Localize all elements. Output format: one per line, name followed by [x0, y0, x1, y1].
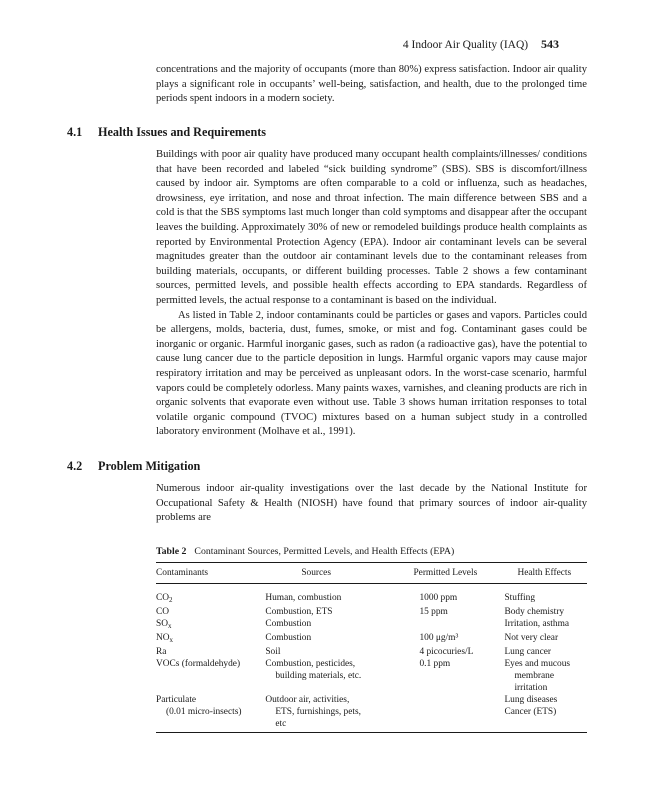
contaminant-cell [156, 646, 265, 658]
sources-line: Human, combustion [265, 593, 342, 603]
contaminant-name: Ra [156, 647, 167, 657]
section-title: Health Issues and Requirements [98, 125, 267, 139]
running-head-chapter: 4 Indoor Air Quality (IAQ) [402, 39, 529, 51]
intro-paragraph: concentrations and the majority of occupants (more than 80%) express satisfaction. Indoor air quality plays a significant role in occupants’ well-being, satisfaction, and health, due to the prolonged time periods spent indoors in a modern society. [156, 64, 587, 105]
sources-cell [265, 606, 410, 618]
contaminant-cell [156, 658, 265, 694]
effects-line: Stuffing [504, 593, 536, 603]
effects-cell [504, 658, 587, 694]
contaminant-name: CO [156, 607, 170, 617]
table-header-row [156, 563, 587, 584]
sources-line: Soil [265, 647, 281, 657]
effects-line: Body chemistry [504, 607, 565, 617]
contaminant-cell [156, 584, 265, 607]
body-paragraph: As listed in Table 2, indoor contaminants could be particles or gases and vapors. Particles could be allergens, molds, bacteria, dust, fumes, smoke, or mist and fog. Contaminant gases could be inorganic or organic. Harmful inorganic gases, such as radon (a radioactive gas), have the potential to cause lung cancer due to the particle deposition in lungs. Harmful organic vapors may cause major respiratory irritation and may be perceived as unpleasant odors. In the worst-case scenario, harmful vapors could be completely odorless. Many paints waxes, varnishes, and cleaning products are rich in organic solvents that evaporate even without use. Table 3 shows human irritation responses to total volatile organic compound (TVOC) mixtures based on a human subject study in a controlled laboratory environment (Molhave et al., 1991). [156, 309, 587, 438]
section-title: Problem Mitigation [98, 459, 201, 473]
effects-line: Lung diseases [504, 695, 558, 705]
body-paragraph: Numerous indoor air-quality investigations over the last decade by the National Institute for Occupational Safety & Health (NIOSH) have found that primary sources of indoor air-quality problems are [156, 483, 587, 524]
effects-line: Cancer (ETS) [504, 707, 557, 717]
running-head [403, 37, 559, 52]
table-caption-text: Contaminant Sources, Permitted Levels, and Health Effects (EPA) [194, 546, 455, 557]
contaminant-cell [156, 618, 265, 632]
table-caption [156, 546, 454, 557]
table-row [156, 606, 587, 618]
section-number: 4.2 [67, 459, 83, 473]
table-row [156, 618, 587, 632]
sources-line: ETS, furnishings, pets, [275, 707, 361, 717]
section-heading-4-1 [67, 125, 266, 140]
column-header: Sources [265, 563, 410, 584]
table-label: Table 2 [156, 546, 187, 557]
contaminant-name: Particulate [156, 695, 197, 705]
table-row [156, 694, 587, 733]
level-cell [410, 618, 504, 632]
table-row [156, 646, 587, 658]
contaminant-name: SO [156, 619, 168, 629]
contaminant-subscript: x [167, 622, 172, 630]
body-paragraph: Buildings with poor air quality have produced many occupant health complaints/illnesses/ conditions that have been recorded and labeled “sick building syndrome” (SBS). SBS is discomfort/illness caused by indoor air. Symptoms are often comparable to a cold or influenza, such as headaches, drowsiness, eye irritation, and nose and throat infection. The main difference between SBS and a cold is that the SBS symptoms last much longer than cold symptoms and disappear after the occupant leaves the building. Approximately 30% of new or remodeled buildings produce health complaints as reported by Environmental Protection Agency (EPA). Indoor air contaminant levels can be several magnitudes greater than the outdoor air contaminant levels due to the contaminant releases from building materials, occupants, or different building processes. Table 2 shows a few contaminant sources, permitted levels, and possible health effects according to EPA standards. Regardless of permitted levels, the actual response to a contaminant is based on the individual. [156, 149, 587, 306]
effects-line: Lung cancer [504, 647, 552, 657]
level-cell: 4 picocuries/L [419, 647, 474, 657]
table-row [156, 632, 587, 646]
sources-line: Combustion [265, 619, 312, 629]
contaminant-name: NO [156, 633, 170, 643]
effects-cell [504, 584, 587, 607]
contaminant-subscript: x [169, 636, 174, 644]
effects-line: Not very clear [504, 633, 559, 643]
sources-cell [265, 694, 410, 733]
level-cell: 15 ppm [419, 607, 448, 617]
sources-cell [265, 584, 410, 607]
table-row [156, 584, 587, 607]
sources-cell [265, 646, 410, 658]
sources-line: Combustion, pesticides, [265, 659, 356, 669]
section-heading-4-2 [67, 459, 200, 474]
sources-line: Combustion [265, 633, 312, 643]
column-header: Contaminants [156, 563, 265, 584]
sources-cell [265, 618, 410, 632]
level-cell: 100 μg/m³ [419, 633, 459, 643]
sources-line: etc [275, 719, 287, 729]
section-number: 4.1 [67, 125, 83, 139]
contaminant-subscript: 2 [169, 596, 173, 604]
sources-line: Combustion, ETS [265, 607, 333, 617]
contaminant-name: CO [156, 593, 170, 603]
effects-line: Irritation, asthma [504, 619, 570, 629]
effects-line: Eyes and mucous [504, 659, 571, 669]
effects-cell [504, 618, 587, 632]
intro-paragraph-block [156, 63, 587, 107]
effects-cell [504, 694, 587, 733]
level-cell: 1000 ppm [419, 593, 458, 603]
contaminant-name-line2: (0.01 micro-insects) [166, 707, 242, 717]
column-header: Permitted Levels [410, 563, 504, 584]
contaminant-name: VOCs (formaldehyde) [156, 659, 241, 669]
page-number: 543 [541, 37, 559, 51]
effects-cell [504, 632, 587, 646]
sources-cell [265, 658, 410, 694]
sources-cell [265, 632, 410, 646]
level-cell [410, 694, 504, 733]
contaminant-cell [156, 632, 265, 646]
table-row [156, 658, 587, 694]
effects-cell [504, 606, 587, 618]
effects-line: irritation [514, 683, 548, 693]
sources-line: Outdoor air, activities, [265, 695, 350, 705]
contaminant-cell [156, 606, 265, 618]
section-4-1-body [156, 148, 587, 440]
section-4-2-body [156, 482, 587, 526]
contaminant-table [156, 562, 587, 733]
sources-line: building materials, etc. [275, 671, 362, 681]
contaminant-cell [156, 694, 265, 733]
effects-cell [504, 646, 587, 658]
level-cell: 0.1 ppm [419, 659, 451, 669]
column-header: Health Effects [504, 563, 587, 584]
effects-line: membrane [514, 671, 555, 681]
